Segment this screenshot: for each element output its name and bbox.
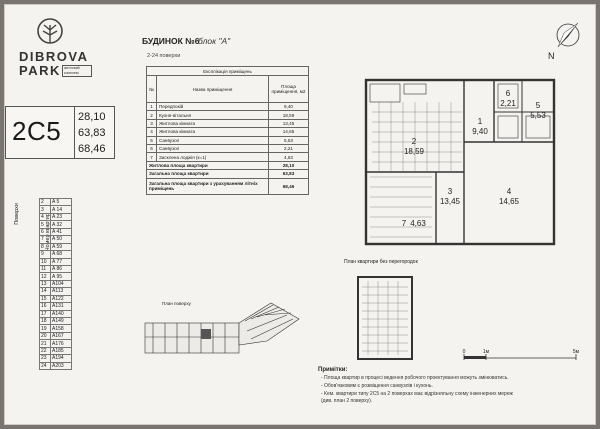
- room-4-area: 14,65: [498, 197, 520, 206]
- floor-row: [40, 265, 72, 272]
- floor-number: 16: [40, 303, 51, 310]
- room-1-num: 1: [477, 117, 483, 126]
- unit-number: A 23: [51, 213, 72, 220]
- unit-number: A 68: [51, 251, 72, 258]
- floor-number: 10: [40, 258, 51, 265]
- floor-number: 12: [40, 273, 51, 280]
- scale-bar: [460, 348, 580, 364]
- total-area: 63,83: [78, 127, 106, 139]
- floor-row: [40, 236, 72, 243]
- compass-icon: [538, 21, 588, 61]
- table-row: 7 Засклена лоджія (к=1) 4,63: [147, 153, 309, 161]
- logo-tagline: житловий комплекс: [62, 65, 92, 77]
- total-row: Загальна площа квартири з урахуванням літніх приміщень 68,46: [147, 178, 309, 194]
- unit-number: A140: [51, 310, 72, 317]
- explication-title: Експлікація приміщень: [147, 67, 309, 76]
- floor-number: 4: [40, 213, 51, 220]
- unit-number: A122: [51, 295, 72, 302]
- floor-row: [40, 243, 72, 250]
- building-block: блок "А": [198, 36, 231, 46]
- floor-number: 8: [40, 243, 51, 250]
- floor-number: 3: [40, 206, 51, 213]
- compass-north: N: [548, 51, 555, 61]
- unit-number: A158: [51, 325, 72, 332]
- unit-column-header: Номер квартир: [45, 213, 51, 252]
- room-5-area: 5,53: [530, 111, 546, 120]
- room-2-num: 2: [411, 137, 417, 146]
- unit-number: A167: [51, 332, 72, 339]
- floor-row: [40, 213, 72, 220]
- unit-number: A 77: [51, 258, 72, 265]
- unit-number: A194: [51, 355, 72, 362]
- unit-number: A 95: [51, 273, 72, 280]
- unit-number: A113: [51, 288, 72, 295]
- floor-row: [40, 228, 72, 235]
- floor-number: 11: [40, 265, 51, 272]
- apartment-card: [5, 106, 115, 159]
- room-7-num: 7: [401, 219, 407, 228]
- table-row: 1 Передпокій 9,40: [147, 103, 309, 111]
- floor-number: 14: [40, 288, 51, 295]
- floor-row: [40, 355, 72, 362]
- unit-number: A 5: [51, 199, 72, 206]
- floor-number: 13: [40, 280, 51, 287]
- unit-number: A149: [51, 318, 72, 325]
- room-5-num: 5: [535, 101, 541, 110]
- room-6-area: 2,21: [500, 99, 516, 108]
- room-3-num: 3: [447, 187, 453, 196]
- notes-title: Примітки:: [318, 367, 348, 373]
- total-row: Житлова площа квартири 28,10: [147, 161, 309, 169]
- table-row: 6 Санвузол 2,21: [147, 144, 309, 152]
- table-row: 2 Кухня-вітальня 18,59: [147, 111, 309, 119]
- col-num: №: [147, 76, 157, 103]
- floor-number: 5: [40, 221, 51, 228]
- unit-number: A104: [51, 280, 72, 287]
- table-row: 3 Житлова кімната 13,45: [147, 119, 309, 127]
- room-4-num: 4: [506, 187, 512, 196]
- total-area-with-loggia: 68,46: [78, 143, 106, 155]
- floor-number: 17: [40, 310, 51, 317]
- col-area: Площа приміщення, м2: [269, 76, 309, 103]
- floor-row: [40, 258, 72, 265]
- building-title: БУДИНОК №6: [142, 36, 200, 46]
- unit-number: A 14: [51, 206, 72, 213]
- note-line-3: - Кем. квартири типу 2С5 на 2 поверхах має відрізняльну схему інженерних мереж: [321, 391, 513, 397]
- note-line-1: - Площа квартир в процесі ведення робочого проектування можуть змінюватись.: [321, 375, 509, 381]
- room-7-area: 4,63: [410, 219, 426, 228]
- floor-row: [40, 347, 72, 354]
- floor-row: [40, 206, 72, 213]
- unit-number: A 59: [51, 243, 72, 250]
- tree-logo-icon: [33, 17, 67, 51]
- scale-one: 1м: [482, 349, 490, 355]
- floors-range: 2-24 поверхи: [147, 53, 181, 59]
- floor-row: [40, 318, 72, 325]
- floor-number: 18: [40, 318, 51, 325]
- unit-number: A 86: [51, 265, 72, 272]
- floor-number: 15: [40, 295, 51, 302]
- floor-row: [40, 332, 72, 339]
- note-line-4: (див. план 2 поверху).: [321, 398, 373, 404]
- unit-number: A131: [51, 303, 72, 310]
- room-6-num: 6: [505, 89, 511, 98]
- floor-row: [40, 273, 72, 280]
- logo-line2: PARK: [19, 63, 61, 78]
- floor-column-header: Поверхи: [14, 203, 20, 225]
- floor-row: [40, 251, 72, 258]
- floor-number: 19: [40, 325, 51, 332]
- floor-number: 6: [40, 228, 51, 235]
- scale-zero: 0: [462, 349, 466, 355]
- apartment-code: 2С5: [12, 116, 62, 146]
- unit-number: A176: [51, 340, 72, 347]
- unit-number: A 50: [51, 236, 72, 243]
- scale-five: 5м: [572, 349, 580, 355]
- unit-number: A 32: [51, 221, 72, 228]
- floor-number: 9: [40, 251, 51, 258]
- total-row: Загальна площа квартири 63,83: [147, 170, 309, 178]
- floor-number: 23: [40, 355, 51, 362]
- living-area: 28,10: [78, 111, 106, 123]
- room-3-area: 13,45: [439, 197, 461, 206]
- floor-row: [40, 362, 72, 369]
- floor-number: 22: [40, 347, 51, 354]
- unit-number: A185: [51, 347, 72, 354]
- room-1-area: 9,40: [472, 127, 488, 136]
- floor-row: [40, 199, 72, 206]
- floor-row: [40, 310, 72, 317]
- logo-line1: DIBROVA: [19, 49, 89, 64]
- unit-number: A 41: [51, 228, 72, 235]
- card-divider: [74, 107, 75, 159]
- col-name: Назва приміщення: [157, 76, 269, 103]
- floor-plan-label: План поверху: [162, 301, 191, 306]
- apartment-plan-drawing: [364, 72, 564, 247]
- room-2-area: 18,59: [403, 147, 425, 156]
- floor-row: [40, 280, 72, 287]
- floor-number: 7: [40, 236, 51, 243]
- floor-unit-table: [39, 198, 72, 370]
- floor-number: 20: [40, 332, 51, 339]
- floor-row: [40, 295, 72, 302]
- floor-row: [40, 325, 72, 332]
- floor-plan-drawing: [141, 301, 301, 365]
- plan-sheet: [4, 4, 596, 425]
- apartment-highlight: [201, 329, 211, 339]
- floor-number: 21: [40, 340, 51, 347]
- floor-row: [40, 340, 72, 347]
- table-row: 5 Санвузол 5,53: [147, 136, 309, 144]
- table-row: 4 Житлова кімната 14,65: [147, 128, 309, 136]
- floor-row: [40, 288, 72, 295]
- floor-number: 24: [40, 362, 51, 369]
- note-line-2: - Обов'язковим є розміщення санвузлів і кухонь.: [321, 383, 433, 389]
- floor-row: [40, 221, 72, 228]
- floor-row: [40, 303, 72, 310]
- noncap-plan-drawing: [356, 275, 416, 361]
- noncap-plan-label: План квартири без перегородок: [344, 259, 418, 265]
- explication-table: [146, 66, 309, 195]
- unit-number: A203: [51, 362, 72, 369]
- floor-number: 2: [40, 199, 51, 206]
